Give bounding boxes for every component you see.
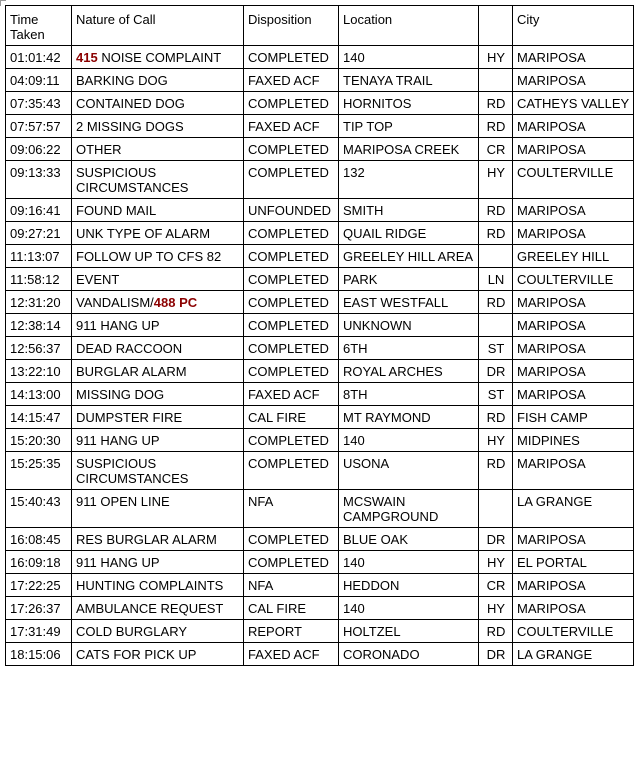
cell-disposition: COMPLETED	[244, 46, 339, 69]
cell-city: MARIPOSA	[513, 222, 634, 245]
cell-location: UNKNOWN	[339, 314, 479, 337]
cell-suffix: HY	[479, 46, 513, 69]
cell-time-taken: 15:40:43	[6, 490, 72, 528]
cell-disposition: FAXED ACF	[244, 115, 339, 138]
cell-nature-of-call	[72, 528, 244, 551]
cell-city: MARIPOSA	[513, 528, 634, 551]
nature-text: CONTAINED DOG	[76, 96, 185, 111]
cell-disposition: COMPLETED	[244, 337, 339, 360]
cell-location: GREELEY HILL AREA	[339, 245, 479, 268]
cell-suffix: HY	[479, 429, 513, 452]
nature-text: FOUND MAIL	[76, 203, 157, 218]
nature-text: 911 HANG UP	[76, 555, 160, 570]
nature-text: 911 HANG UP	[76, 318, 160, 333]
header-row	[6, 6, 634, 46]
header-suffix	[479, 6, 513, 46]
cell-nature-of-call	[72, 46, 244, 69]
cell-city: MARIPOSA	[513, 199, 634, 222]
cell-time-taken: 09:13:33	[6, 161, 72, 199]
cell-location: USONA	[339, 452, 479, 490]
cell-nature-of-call	[72, 551, 244, 574]
nature-text: 911 HANG UP	[76, 433, 160, 448]
cell-suffix: ST	[479, 337, 513, 360]
cell-suffix: RD	[479, 115, 513, 138]
cell-location: 140	[339, 551, 479, 574]
table-row	[6, 574, 634, 597]
cell-city: COULTERVILLE	[513, 161, 634, 199]
cell-location: EAST WESTFALL	[339, 291, 479, 314]
cell-time-taken: 04:09:11	[6, 69, 72, 92]
cell-nature-of-call	[72, 574, 244, 597]
cell-city: MARIPOSA	[513, 138, 634, 161]
nature-text: 2 MISSING DOGS	[76, 119, 184, 134]
cell-time-taken: 01:01:42	[6, 46, 72, 69]
cell-location: TENAYA TRAIL	[339, 69, 479, 92]
table-row	[6, 161, 634, 199]
code-highlight: 415	[76, 50, 98, 65]
cell-nature-of-call	[72, 337, 244, 360]
header-disposition: Disposition	[244, 6, 339, 46]
cell-location: QUAIL RIDGE	[339, 222, 479, 245]
cell-suffix	[479, 245, 513, 268]
cell-nature-of-call	[72, 69, 244, 92]
cell-nature-of-call	[72, 490, 244, 528]
table-row	[6, 337, 634, 360]
cell-suffix: DR	[479, 528, 513, 551]
cell-time-taken: 17:22:25	[6, 574, 72, 597]
cell-city: GREELEY HILL	[513, 245, 634, 268]
cell-disposition: COMPLETED	[244, 222, 339, 245]
cell-time-taken: 17:26:37	[6, 597, 72, 620]
cell-city: COULTERVILLE	[513, 268, 634, 291]
cell-city: COULTERVILLE	[513, 620, 634, 643]
cell-time-taken: 07:35:43	[6, 92, 72, 115]
cell-location: MARIPOSA CREEK	[339, 138, 479, 161]
cell-time-taken: 16:09:18	[6, 551, 72, 574]
cell-nature-of-call	[72, 452, 244, 490]
nature-text: NOISE COMPLAINT	[97, 50, 222, 65]
cell-suffix: CR	[479, 574, 513, 597]
nature-text: AMBULANCE REQUEST	[76, 601, 224, 616]
header-location: Location	[339, 6, 479, 46]
nature-text: DEAD RACCOON	[76, 341, 183, 356]
cell-nature-of-call	[72, 92, 244, 115]
cell-suffix: RD	[479, 406, 513, 429]
cell-time-taken: 12:38:14	[6, 314, 72, 337]
cell-nature-of-call	[72, 406, 244, 429]
table-row	[6, 620, 634, 643]
cell-nature-of-call	[72, 115, 244, 138]
cell-time-taken: 12:56:37	[6, 337, 72, 360]
table-row	[6, 314, 634, 337]
nature-text: MISSING DOG	[76, 387, 165, 402]
cell-location: CORONADO	[339, 643, 479, 666]
cell-nature-of-call	[72, 268, 244, 291]
table-row	[6, 643, 634, 666]
cell-nature-of-call	[72, 620, 244, 643]
cell-location: HORNITOS	[339, 92, 479, 115]
table-row	[6, 245, 634, 268]
cell-nature-of-call	[72, 291, 244, 314]
header-time-taken: Time Taken	[6, 6, 72, 46]
cell-suffix: RD	[479, 199, 513, 222]
nature-text: SUSPICIOUS CIRCUMSTANCES	[76, 456, 189, 486]
nature-text: FOLLOW UP TO CFS 82	[76, 249, 222, 264]
cell-city: MARIPOSA	[513, 360, 634, 383]
cell-location: 132	[339, 161, 479, 199]
call-log-table	[5, 5, 634, 666]
cell-location: 140	[339, 46, 479, 69]
table-row	[6, 360, 634, 383]
nature-text: BURGLAR ALARM	[76, 364, 187, 379]
cell-time-taken: 12:31:20	[6, 291, 72, 314]
cell-time-taken: 09:27:21	[6, 222, 72, 245]
cell-location: 6TH	[339, 337, 479, 360]
cell-nature-of-call	[72, 245, 244, 268]
cell-time-taken: 16:08:45	[6, 528, 72, 551]
cell-disposition: COMPLETED	[244, 161, 339, 199]
cell-disposition: COMPLETED	[244, 138, 339, 161]
cell-location: 140	[339, 429, 479, 452]
table-row	[6, 69, 634, 92]
cell-location: 8TH	[339, 383, 479, 406]
cell-location: HEDDON	[339, 574, 479, 597]
header-nature-of-call: Nature of Call	[72, 6, 244, 46]
cell-disposition: NFA	[244, 574, 339, 597]
table-row	[6, 597, 634, 620]
cell-suffix: RD	[479, 452, 513, 490]
cell-suffix: ST	[479, 383, 513, 406]
cell-disposition: COMPLETED	[244, 245, 339, 268]
cell-suffix: DR	[479, 643, 513, 666]
cell-time-taken: 07:57:57	[6, 115, 72, 138]
header-city: City	[513, 6, 634, 46]
nature-text: EVENT	[76, 272, 120, 287]
cell-time-taken: 09:06:22	[6, 138, 72, 161]
nature-text: COLD BURGLARY	[76, 624, 188, 639]
cell-location: 140	[339, 597, 479, 620]
nature-text: SUSPICIOUS CIRCUMSTANCES	[76, 165, 189, 195]
cell-city: MARIPOSA	[513, 69, 634, 92]
cell-location: BLUE OAK	[339, 528, 479, 551]
cell-nature-of-call	[72, 222, 244, 245]
cell-city: LA GRANGE	[513, 643, 634, 666]
cell-disposition: CAL FIRE	[244, 406, 339, 429]
table-row	[6, 406, 634, 429]
cell-location: ROYAL ARCHES	[339, 360, 479, 383]
cell-time-taken: 09:16:41	[6, 199, 72, 222]
cell-suffix	[479, 69, 513, 92]
cell-disposition: COMPLETED	[244, 429, 339, 452]
nature-text: HUNTING COMPLAINTS	[76, 578, 224, 593]
cell-disposition: FAXED ACF	[244, 69, 339, 92]
cell-nature-of-call	[72, 314, 244, 337]
cell-suffix: RD	[479, 620, 513, 643]
cell-city: MIDPINES	[513, 429, 634, 452]
code-highlight: 488 PC	[153, 295, 198, 310]
cell-city: MARIPOSA	[513, 597, 634, 620]
cell-location: HOLTZEL	[339, 620, 479, 643]
cell-time-taken: 18:15:06	[6, 643, 72, 666]
cell-city: LA GRANGE	[513, 490, 634, 528]
cell-location: PARK	[339, 268, 479, 291]
cell-city: MARIPOSA	[513, 574, 634, 597]
cell-time-taken: 15:20:30	[6, 429, 72, 452]
table-row	[6, 138, 634, 161]
cell-city: MARIPOSA	[513, 115, 634, 138]
nature-text: VANDALISM/	[76, 295, 154, 310]
table-row	[6, 115, 634, 138]
cell-suffix: LN	[479, 268, 513, 291]
cell-disposition: COMPLETED	[244, 314, 339, 337]
table-row	[6, 528, 634, 551]
cell-disposition: COMPLETED	[244, 551, 339, 574]
cell-disposition: UNFOUNDED	[244, 199, 339, 222]
table-row	[6, 199, 634, 222]
cell-suffix: RD	[479, 291, 513, 314]
cell-city: MARIPOSA	[513, 337, 634, 360]
nature-text: CATS FOR PICK UP	[76, 647, 197, 662]
cell-time-taken: 11:58:12	[6, 268, 72, 291]
cell-nature-of-call	[72, 161, 244, 199]
cell-nature-of-call	[72, 429, 244, 452]
cell-city: MARIPOSA	[513, 291, 634, 314]
cell-time-taken: 14:13:00	[6, 383, 72, 406]
cell-disposition: COMPLETED	[244, 291, 339, 314]
cell-disposition: COMPLETED	[244, 92, 339, 115]
cell-time-taken: 11:13:07	[6, 245, 72, 268]
table-row	[6, 383, 634, 406]
cell-suffix: HY	[479, 597, 513, 620]
cell-nature-of-call	[72, 199, 244, 222]
cell-disposition: COMPLETED	[244, 452, 339, 490]
cell-suffix: CR	[479, 138, 513, 161]
cell-disposition: COMPLETED	[244, 528, 339, 551]
cell-location: TIP TOP	[339, 115, 479, 138]
cell-nature-of-call	[72, 597, 244, 620]
table-row	[6, 92, 634, 115]
cell-city: MARIPOSA	[513, 46, 634, 69]
table-row	[6, 222, 634, 245]
cell-disposition: CAL FIRE	[244, 597, 339, 620]
nature-text: RES BURGLAR ALARM	[76, 532, 217, 547]
cell-suffix: DR	[479, 360, 513, 383]
cell-city: EL PORTAL	[513, 551, 634, 574]
cell-disposition: REPORT	[244, 620, 339, 643]
cell-disposition: COMPLETED	[244, 268, 339, 291]
cell-city: CATHEYS VALLEY	[513, 92, 634, 115]
table-row	[6, 452, 634, 490]
cell-suffix	[479, 490, 513, 528]
cell-nature-of-call	[72, 643, 244, 666]
cell-location: MT RAYMOND	[339, 406, 479, 429]
cell-disposition: NFA	[244, 490, 339, 528]
cell-suffix: HY	[479, 161, 513, 199]
cell-time-taken: 15:25:35	[6, 452, 72, 490]
table-row	[6, 429, 634, 452]
cell-location: MCSWAIN CAMPGROUND	[339, 490, 479, 528]
cell-suffix: RD	[479, 92, 513, 115]
cell-city: MARIPOSA	[513, 383, 634, 406]
cell-disposition: COMPLETED	[244, 360, 339, 383]
cell-time-taken: 17:31:49	[6, 620, 72, 643]
cell-suffix: HY	[479, 551, 513, 574]
cell-time-taken: 14:15:47	[6, 406, 72, 429]
table-row	[6, 551, 634, 574]
nature-text: UNK TYPE OF ALARM	[76, 226, 211, 241]
table-row	[6, 46, 634, 69]
table-row	[6, 490, 634, 528]
cell-disposition: FAXED ACF	[244, 643, 339, 666]
cell-suffix	[479, 314, 513, 337]
cell-city: FISH CAMP	[513, 406, 634, 429]
cell-location: SMITH	[339, 199, 479, 222]
nature-text: BARKING DOG	[76, 73, 168, 88]
cell-suffix: RD	[479, 222, 513, 245]
nature-text: DUMPSTER FIRE	[76, 410, 183, 425]
cell-time-taken: 13:22:10	[6, 360, 72, 383]
cell-disposition: FAXED ACF	[244, 383, 339, 406]
cell-nature-of-call	[72, 360, 244, 383]
nature-text: OTHER	[76, 142, 122, 157]
cell-nature-of-call	[72, 138, 244, 161]
cell-city: MARIPOSA	[513, 314, 634, 337]
table-row	[6, 291, 634, 314]
table-row	[6, 268, 634, 291]
cell-city: MARIPOSA	[513, 452, 634, 490]
cell-nature-of-call	[72, 383, 244, 406]
nature-text: 911 OPEN LINE	[76, 494, 170, 509]
